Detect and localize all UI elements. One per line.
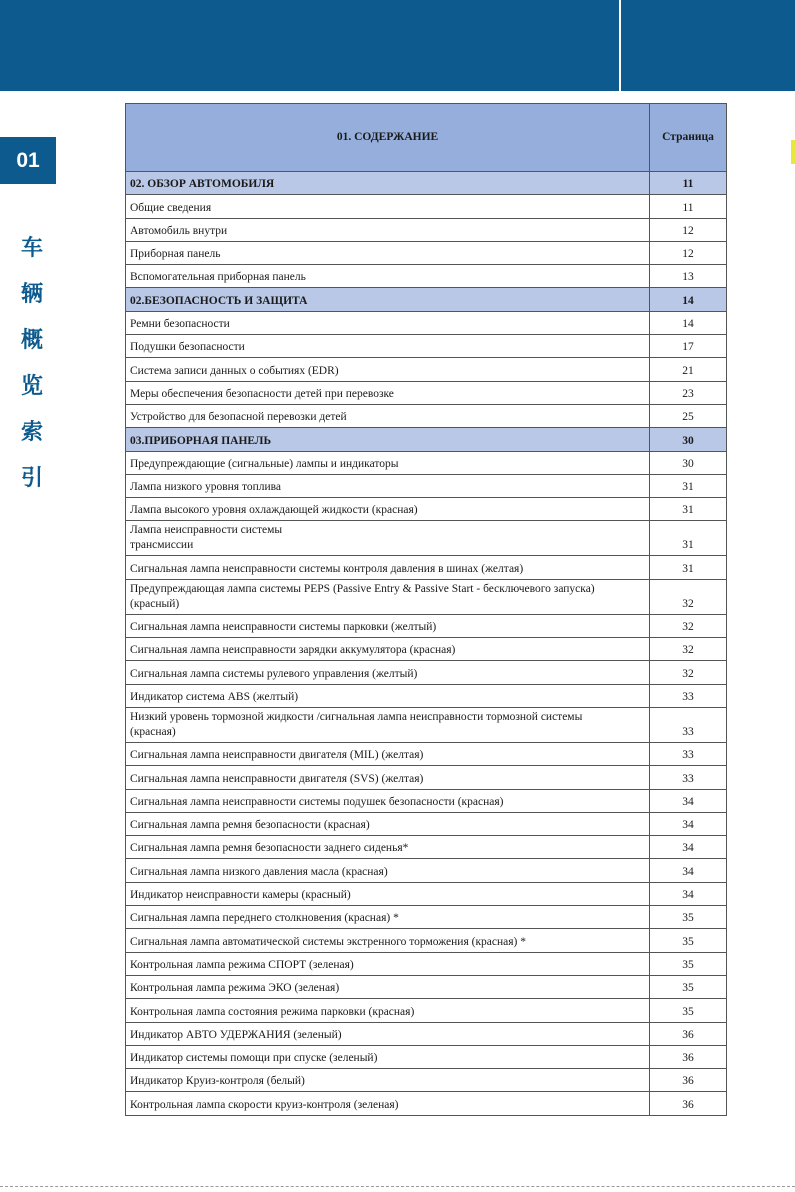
toc-entry-page: 35 [650,999,727,1022]
toc-row [126,859,727,882]
toc-entry-page: 33 [650,684,727,707]
toc-row [126,381,727,404]
toc-entry-page: 30 [650,451,727,474]
footer-rule [0,1186,795,1187]
toc-entry-text: Индикатор АВТО УДЕРЖАНИЯ (зеленый) [130,1028,342,1041]
toc-row [126,684,727,707]
toc-entry-page: 34 [650,859,727,882]
toc-entry-text: Сигнальная лампа переднего столкновения (красная) * [130,912,399,925]
toc-entry-text: Лампа высокого уровня охлаждающей жидкости (красная) [130,504,418,517]
toc-entry-text: Автомобиль внутри [130,224,228,237]
toc-row [126,311,727,334]
toc-entry-page: 35 [650,975,727,998]
toc-row [126,975,727,998]
toc-entry-text: Сигнальная лампа ремня безопасности заднего сиденья* [130,842,409,855]
toc-entry-page: 13 [650,265,727,288]
toc-row [126,579,727,614]
toc-entry-page: 34 [650,789,727,812]
toc-entry-title [126,789,650,812]
toc-entry-title [126,766,650,789]
toc-entry-title [126,404,650,427]
toc-entry-text: Сигнальная лампа неисправности системы парковки (желтый) [130,621,437,634]
toc-row [126,836,727,859]
toc-entry-page: 36 [650,1069,727,1092]
toc-entry-title [126,521,650,556]
toc-entry-title [126,241,650,264]
toc-row [126,766,727,789]
toc-entry-text: Лампа низкого уровня топлива [130,481,282,494]
toc-entry-text: Предупреждающие (сигнальные) лампы и индикаторы [130,457,399,470]
toc-row [126,556,727,579]
toc-entry-page: 36 [650,1045,727,1068]
toc-entry-text: Сигнальная лампа неисправности двигателя (MIL) (желтая) [130,749,424,762]
toc-entry-title [126,311,650,334]
toc-row [126,929,727,952]
toc-row [126,789,727,812]
toc-entry-page: 32 [650,614,727,637]
toc-entry-text: Устройство для безопасной перевозки детей [130,411,347,424]
toc-entry-title [126,498,650,521]
toc-section-row [126,172,727,195]
toc-entry-title [126,381,650,404]
toc-row [126,952,727,975]
toc-entry-title [126,556,650,579]
toc-entry-title [126,579,650,614]
toc-entry-title [126,172,650,195]
toc-entry-text: Подушки безопасности [130,341,245,354]
toc-entry-page: 14 [650,311,727,334]
toc-entry-text: Вспомогательная приборная панель [130,271,306,284]
toc-entry-title [126,812,650,835]
toc-entry-text: Индикатор неисправности камеры (красный) [130,889,351,902]
toc-entry-page: 35 [650,929,727,952]
toc-entry-page: 12 [650,218,727,241]
toc-row [126,218,727,241]
toc-entry-text: Контрольная лампа режима СПОРТ (зеленая) [130,958,354,971]
chapter-title-char: 引 [20,466,43,491]
toc-entry-title [126,614,650,637]
toc-entry-title [126,742,650,765]
toc-entry-text: Сигнальная лампа неисправности системы подушек безопасности (красная) [130,795,504,808]
toc-row [126,707,727,742]
toc-entry-text: Индикатор Круиз-контроля (белый) [130,1075,305,1088]
toc-entry-page: 35 [650,906,727,929]
toc-section-row [126,428,727,451]
toc-entry-text: Сигнальная лампа автоматической системы экстренного торможения (красная) * [130,935,526,948]
toc-row [126,638,727,661]
chapter-title-char: 览 [20,374,43,399]
toc-entry-page: 32 [650,579,727,614]
toc-entry-title [126,265,650,288]
toc-entry-text: Контрольная лампа состояния режима парковки (красная) [130,1005,415,1018]
toc-entry-title [126,836,650,859]
toc-row [126,1022,727,1045]
toc-entry-title [126,288,650,311]
toc-entry-page: 31 [650,521,727,556]
toc-entry-page: 33 [650,707,727,742]
toc-row [126,1045,727,1068]
toc-entry-page: 34 [650,882,727,905]
toc-entry-page: 35 [650,952,727,975]
toc-entry-page: 36 [650,1022,727,1045]
toc-entry-text: 02. ОБЗОР АВТОМОБИЛЯ [130,178,275,191]
toc-row [126,195,727,218]
toc-entry-text: Сигнальная лампа низкого давления масла (красная) [130,865,388,878]
toc-entry-text: Контрольная лампа скорости круиз-контроля (зеленая) [130,1098,399,1111]
toc-entry-page: 33 [650,766,727,789]
toc-entry-text: Индикатор система ABS (желтый) [130,690,299,703]
toc-row [126,521,727,556]
toc-entry-text: Индикатор системы помощи при спуске (зеленый) [130,1052,378,1065]
toc-entry-title [126,1092,650,1115]
toc-header-row [126,104,727,172]
toc-entry-page: 34 [650,836,727,859]
toc-entry-title [126,218,650,241]
toc-entry-title [126,906,650,929]
toc-entry-text: Сигнальная лампа ремня безопасности (красная) [130,819,370,832]
toc-entry-page: 11 [650,172,727,195]
toc-entry-title [126,707,650,742]
toc-entry-text: Ремни безопасности [130,318,230,331]
toc-entry-title [126,661,650,684]
toc-header-page: Страница [650,104,727,172]
chapter-title-char: 概 [20,328,43,353]
toc-entry-page: 31 [650,474,727,497]
toc-entry-title [126,428,650,451]
toc-entry-text: Меры обеспечения безопасности детей при перевозке [130,387,394,400]
toc-row [126,906,727,929]
toc-entry-text: Общие сведения [130,201,212,214]
toc-row [126,742,727,765]
banner-divider [619,0,621,91]
toc-entry-page: 30 [650,428,727,451]
toc-entry-page: 14 [650,288,727,311]
toc-entry-page: 21 [650,358,727,381]
toc-entry-title [126,999,650,1022]
toc-entry-title [126,952,650,975]
chapter-vertical-title [14,226,50,502]
toc-row [126,404,727,427]
toc-entry-text: Сигнальная лампа неисправности системы контроля давления в шинах (желтая) [130,562,524,575]
toc-entry-text: Сигнальная лампа неисправности двигателя (SVS) (желтая) [130,772,424,785]
toc-header-title: 01. СОДЕРЖАНИЕ [126,104,650,172]
toc-row [126,812,727,835]
toc-row [126,474,727,497]
top-banner [0,0,795,91]
toc-entry-title [126,975,650,998]
toc-row [126,265,727,288]
toc-entry-text: Предупреждающая лампа системы PEPS (Passive Entry & Passive Start - бесключевого запуска) (красный) [130,582,595,610]
toc-entry-text: Сигнальная лампа неисправности зарядки аккумулятора (красная) [130,644,456,657]
toc-entry-title [126,451,650,474]
toc-entry-title [126,474,650,497]
toc-entry-title [126,358,650,381]
toc-entry-page: 12 [650,241,727,264]
toc-entry-title [126,684,650,707]
toc-entry-page: 36 [650,1092,727,1115]
edge-tab-marker [791,140,795,164]
toc-row [126,451,727,474]
toc-entry-title [126,1022,650,1045]
toc-entry-page: 34 [650,812,727,835]
toc-entry-title [126,929,650,952]
toc-entry-page: 17 [650,335,727,358]
toc-entry-text: 03.ПРИБОРНАЯ ПАНЕЛЬ [130,434,272,447]
chapter-number-badge: 01 [0,137,56,184]
toc-row [126,614,727,637]
toc-section-row [126,288,727,311]
toc-entry-title [126,195,650,218]
toc-entry-page: 32 [650,638,727,661]
toc-entry-text: Низкий уровень тормозной жидкости /сигнальная лампа неисправности тормозной системы (красная) [130,710,583,738]
toc-entry-text: Сигнальная лампа системы рулевого управления (желтый) [130,667,418,680]
toc-entry-page: 31 [650,498,727,521]
toc-row [126,335,727,358]
toc-row [126,358,727,381]
toc-entry-text: Контрольная лампа режима ЭКО (зеленая) [130,982,340,995]
toc-row [126,999,727,1022]
toc-entry-text: 02.БЕЗОПАСНОСТЬ И ЗАЩИТА [130,294,308,307]
toc-row [126,498,727,521]
toc-entry-text: Система записи данных о событиях (EDR) [130,364,339,377]
toc-row [126,1069,727,1092]
toc-entry-title [126,859,650,882]
chapter-title-char: 车 [20,236,43,261]
toc-entry-page: 33 [650,742,727,765]
toc-entry-page: 32 [650,661,727,684]
toc-entry-title [126,1069,650,1092]
toc-entry-page: 31 [650,556,727,579]
toc-entry-title [126,882,650,905]
toc-entry-title [126,1045,650,1068]
toc-row [126,241,727,264]
toc-row [126,661,727,684]
toc-entry-title [126,335,650,358]
toc-entry-page: 11 [650,195,727,218]
chapter-title-char: 索 [20,420,43,445]
toc-entry-title [126,638,650,661]
toc-entry-page: 23 [650,381,727,404]
toc-entry-text: Лампа неисправности системы трансмиссии [130,524,283,552]
table-of-contents [125,103,727,1116]
toc-entry-page: 25 [650,404,727,427]
chapter-title-char: 辆 [20,282,43,307]
toc-entry-text: Приборная панель [130,248,221,261]
toc-row [126,882,727,905]
toc-row [126,1092,727,1115]
